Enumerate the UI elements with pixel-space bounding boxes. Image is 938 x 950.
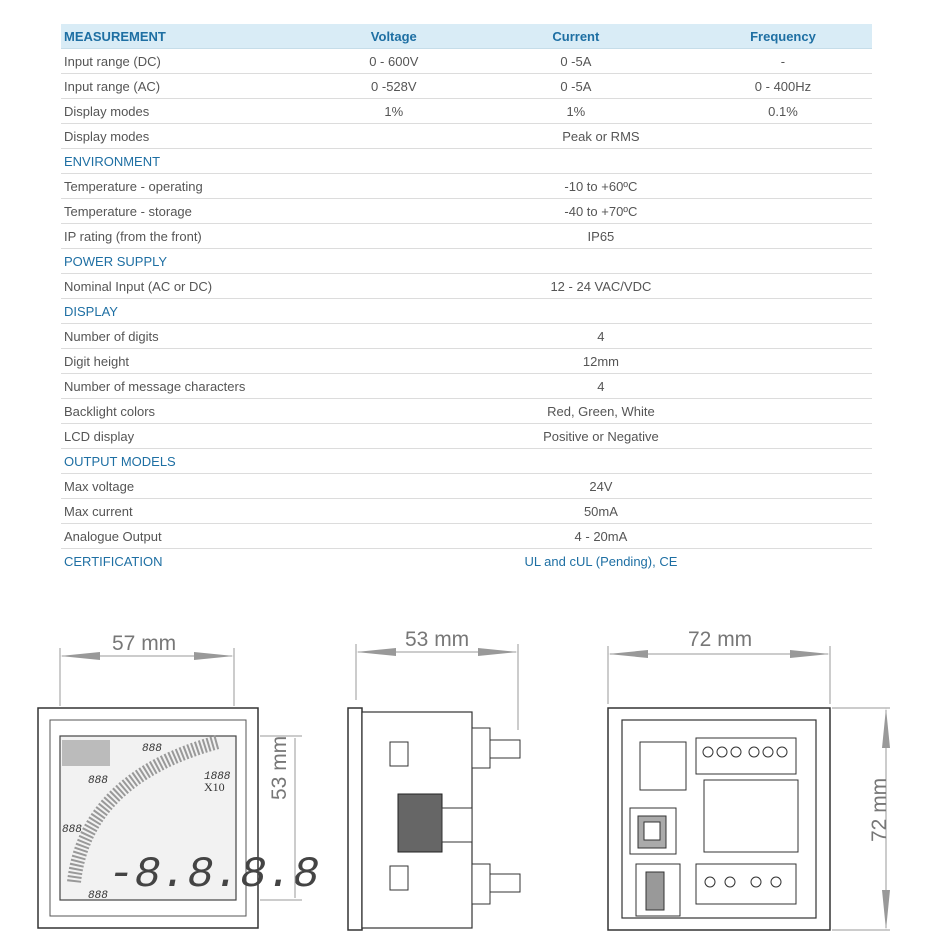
table-row	[61, 374, 872, 399]
table-body	[61, 49, 872, 574]
row-label: Input range (AC)	[61, 74, 327, 99]
rear-width-label: 72 mm	[688, 628, 753, 651]
row-value: 4	[327, 374, 872, 399]
dip-switch-block	[636, 864, 680, 916]
rear-view-drawing	[600, 620, 900, 940]
section-header-row	[61, 249, 872, 274]
empty-cell	[327, 149, 872, 174]
table-row	[61, 324, 872, 349]
voltage-cell: 1%	[327, 99, 458, 124]
frequency-cell: 0 - 400Hz	[691, 74, 872, 99]
section-header-row	[61, 449, 872, 474]
section-header-row	[61, 149, 872, 174]
current-cell: 0 -5A	[458, 74, 691, 99]
table-row	[61, 274, 872, 299]
side-connectors	[472, 728, 520, 904]
lcd-main-digits: -8.8.8.8	[108, 850, 320, 900]
row-label: Number of digits	[61, 324, 327, 349]
section-value: UL and cUL (Pending), CE	[524, 553, 678, 569]
row-label: Input range (DC)	[61, 49, 327, 74]
section-header-row	[61, 299, 872, 324]
row-value: 24V	[327, 474, 872, 499]
frequency-cell: 0.1%	[691, 99, 872, 124]
table-row	[61, 224, 872, 249]
front-width-label: 57 mm	[112, 632, 177, 655]
table-row	[61, 424, 872, 449]
terminal-block-bottom	[696, 864, 796, 904]
table-row	[61, 99, 872, 124]
header-current: Current	[458, 24, 691, 49]
lcd-x10-label: X10	[204, 780, 225, 794]
table-header-row	[61, 24, 872, 49]
voltage-cell: 0 - 600V	[327, 49, 458, 74]
row-label: Display modes	[61, 99, 327, 124]
row-value: Peak or RMS	[327, 124, 872, 149]
frequency-cell: -	[691, 49, 872, 74]
row-label: Display modes	[61, 124, 327, 149]
row-label: Nominal Input (AC or DC)	[61, 274, 327, 299]
empty-cell	[327, 299, 872, 324]
svg-text:888: 888	[62, 824, 82, 836]
row-label: Max current	[61, 499, 327, 524]
section-header-row	[61, 549, 872, 574]
row-value: 12mm	[327, 349, 872, 374]
empty-cell	[327, 249, 872, 274]
row-label: Number of message characters	[61, 374, 327, 399]
row-label: IP rating (from the front)	[61, 224, 327, 249]
row-label: Temperature - storage	[61, 199, 327, 224]
table-row	[61, 474, 872, 499]
row-label: Temperature - operating	[61, 174, 327, 199]
table-row	[61, 49, 872, 74]
row-label: Backlight colors	[61, 399, 327, 424]
current-cell: 1%	[458, 99, 691, 124]
voltage-cell: 0 -528V	[327, 74, 458, 99]
row-value: Positive or Negative	[327, 424, 872, 449]
current-cell: 0 -5A	[458, 49, 691, 74]
table-row	[61, 174, 872, 199]
front-height-label: 53 mm	[268, 735, 291, 800]
specifications-table	[61, 24, 872, 573]
header-frequency: Frequency	[691, 24, 872, 49]
row-value: 50mA	[327, 499, 872, 524]
row-value: 4 - 20mA	[327, 524, 872, 549]
row-label: Analogue Output	[61, 524, 327, 549]
row-value: IP65	[327, 224, 872, 249]
svg-text:888: 888	[88, 775, 108, 787]
side-width-label: 53 mm	[405, 628, 470, 651]
side-view-drawing	[340, 620, 540, 940]
row-label: LCD display	[61, 424, 327, 449]
terminal-block-top	[696, 738, 796, 774]
empty-cell	[327, 449, 872, 474]
row-value: Red, Green, White	[327, 399, 872, 424]
header-voltage: Voltage	[327, 24, 458, 49]
rear-height-label: 72 mm	[868, 777, 891, 842]
row-label: Digit height	[61, 349, 327, 374]
table-row	[61, 499, 872, 524]
table-row	[61, 74, 872, 99]
section-title: POWER SUPPLY	[61, 249, 327, 274]
side-clamp	[398, 794, 442, 852]
table-row	[61, 124, 872, 149]
table-row	[61, 524, 872, 549]
table-row	[61, 199, 872, 224]
row-value: -10 to +60ºC	[327, 174, 872, 199]
section-title: CERTIFICATION	[64, 553, 163, 569]
section-title: ENVIRONMENT	[61, 149, 327, 174]
lcd-small-digits: 888	[142, 743, 162, 755]
section-title: DISPLAY	[61, 299, 327, 324]
side-bezel	[348, 708, 362, 930]
svg-text:888: 888	[88, 890, 108, 902]
table-row	[61, 399, 872, 424]
section-title: OUTPUT MODELS	[61, 449, 327, 474]
row-label: Max voltage	[61, 474, 327, 499]
header-measurement: MEASUREMENT	[61, 24, 327, 49]
svg-text:1888: 1888	[204, 771, 231, 783]
table-row	[61, 349, 872, 374]
usb-port	[630, 808, 676, 854]
row-value: -40 to +70ºC	[327, 199, 872, 224]
row-value: 4	[327, 324, 872, 349]
row-value: 12 - 24 VAC/VDC	[327, 274, 872, 299]
